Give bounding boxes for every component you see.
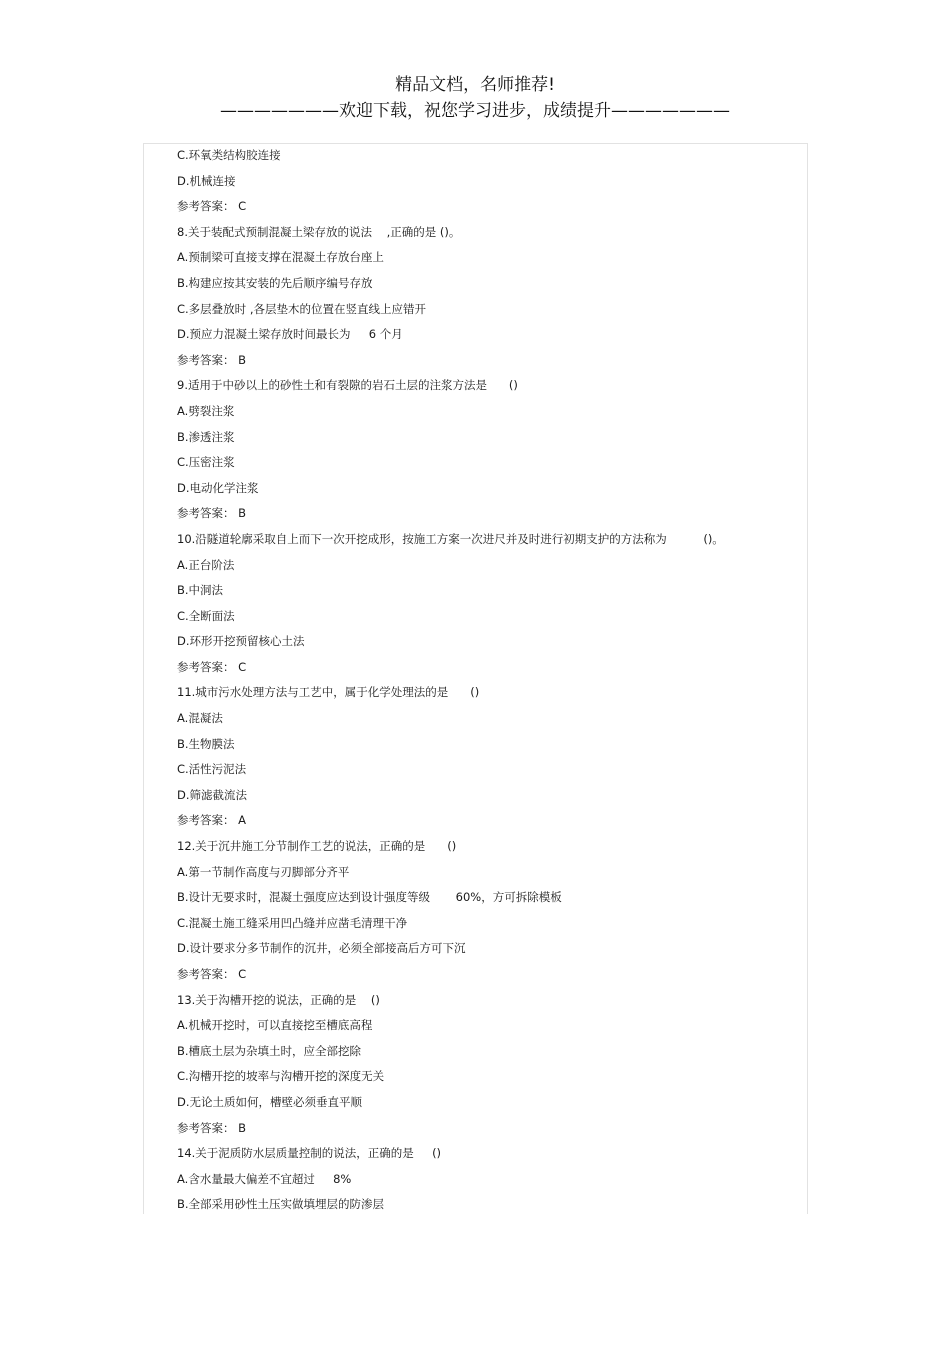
question-line: 13.关于沟槽开挖的说法，正确的是 (): [177, 992, 380, 1007]
option-line: D.预应力混凝土梁存放时间最长为 6 个月: [177, 327, 403, 342]
question-line: 12.关于沉井施工分节制作工艺的说法，正确的是 (): [177, 839, 457, 854]
option-line: D.设计要求分多节制作的沉井，必须全部接高后方可下沉: [177, 941, 466, 956]
answer-line: 参考答案： C: [177, 967, 247, 981]
answer-line: 参考答案： B: [177, 506, 247, 521]
option-line: B.设计无要求时，混凝土强度应达到设计强度等级 60%，方可拆除模板: [177, 890, 562, 905]
option-line: C.全断面法: [177, 608, 235, 623]
option-line: C.压密注浆: [177, 455, 235, 470]
option-line: D.无论土质如何，槽壁必须垂直平顺: [177, 1094, 363, 1109]
option-line: C.沟槽开挖的坡率与沟槽开挖的深度无关: [177, 1069, 385, 1084]
option-line: B.生物膜法: [177, 736, 235, 751]
option-line: A.混凝法: [177, 711, 223, 726]
answer-line: 参考答案： B: [177, 1120, 247, 1135]
option-line: B.中洞法: [177, 583, 224, 598]
question-list: [177, 146, 797, 1221]
option-line: D.电动化学注浆: [177, 480, 259, 495]
answer-line: 参考答案： A: [177, 813, 247, 828]
option-line: C.多层叠放时 ,各层垫木的位置在竖直线上应错开: [177, 301, 426, 316]
option-line: A.预制梁可直接支撑在混凝土存放台座上: [177, 250, 384, 265]
option-line: A.第一节制作高度与刃脚部分齐平: [177, 864, 350, 879]
question-line: 14.关于泥质防水层质量控制的说法，正确的是 (): [177, 1146, 442, 1161]
header-subtitle: ———————欢迎下载，祝您学习进步，成绩提升———————: [220, 101, 730, 121]
answer-line: 参考答案： B: [177, 352, 247, 367]
option-line: A.正台阶法: [177, 557, 235, 572]
question-line: 8.关于装配式预制混凝土梁存放的说法 ,正确的是 ()。: [177, 224, 461, 239]
question-line: 10.沿隧道轮廓采取自上而下一次开挖成形，按施工方案一次进尺并及时进行初期支护的方法称为 ()。: [177, 531, 724, 546]
option-line: C.活性污泥法: [177, 762, 247, 777]
question-line: 9.适用于中砂以上的砂性土和有裂隙的岩石土层的注浆方法是 (): [177, 378, 518, 393]
option-line: D.环形开挖预留核心土法: [177, 634, 305, 649]
text-line: D.机械连接: [177, 173, 236, 188]
option-line: B.渗透注浆: [177, 429, 235, 444]
answer-line: 参考答案： C: [177, 199, 247, 214]
header-title: 精品文档，名师推荐!: [395, 75, 555, 95]
option-line: A.含水量最大偏差不宜超过 8%: [177, 1171, 352, 1186]
option-line: A.劈裂注浆: [177, 403, 235, 418]
option-line: D.筛滤截流法: [177, 787, 248, 802]
question-line: 11.城市污水处理方法与工艺中，属于化学处理法的是 (): [177, 685, 480, 700]
option-line: A.机械开挖时，可以直接挖至槽底高程: [177, 1018, 373, 1033]
text-line: C.环氧类结构胶连接: [177, 148, 281, 162]
answer-line: 参考答案： C: [177, 659, 247, 674]
option-line: B.槽底土层为杂填土时，应全部挖除: [177, 1043, 362, 1058]
option-line: B.全部采用砂性土压实做填埋层的防渗层: [177, 1197, 385, 1212]
option-line: B.构建应按其安装的先后顺序编号存放: [177, 275, 373, 290]
option-line: C.混凝土施工缝采用凹凸缝并应凿毛清理干净: [177, 915, 408, 930]
